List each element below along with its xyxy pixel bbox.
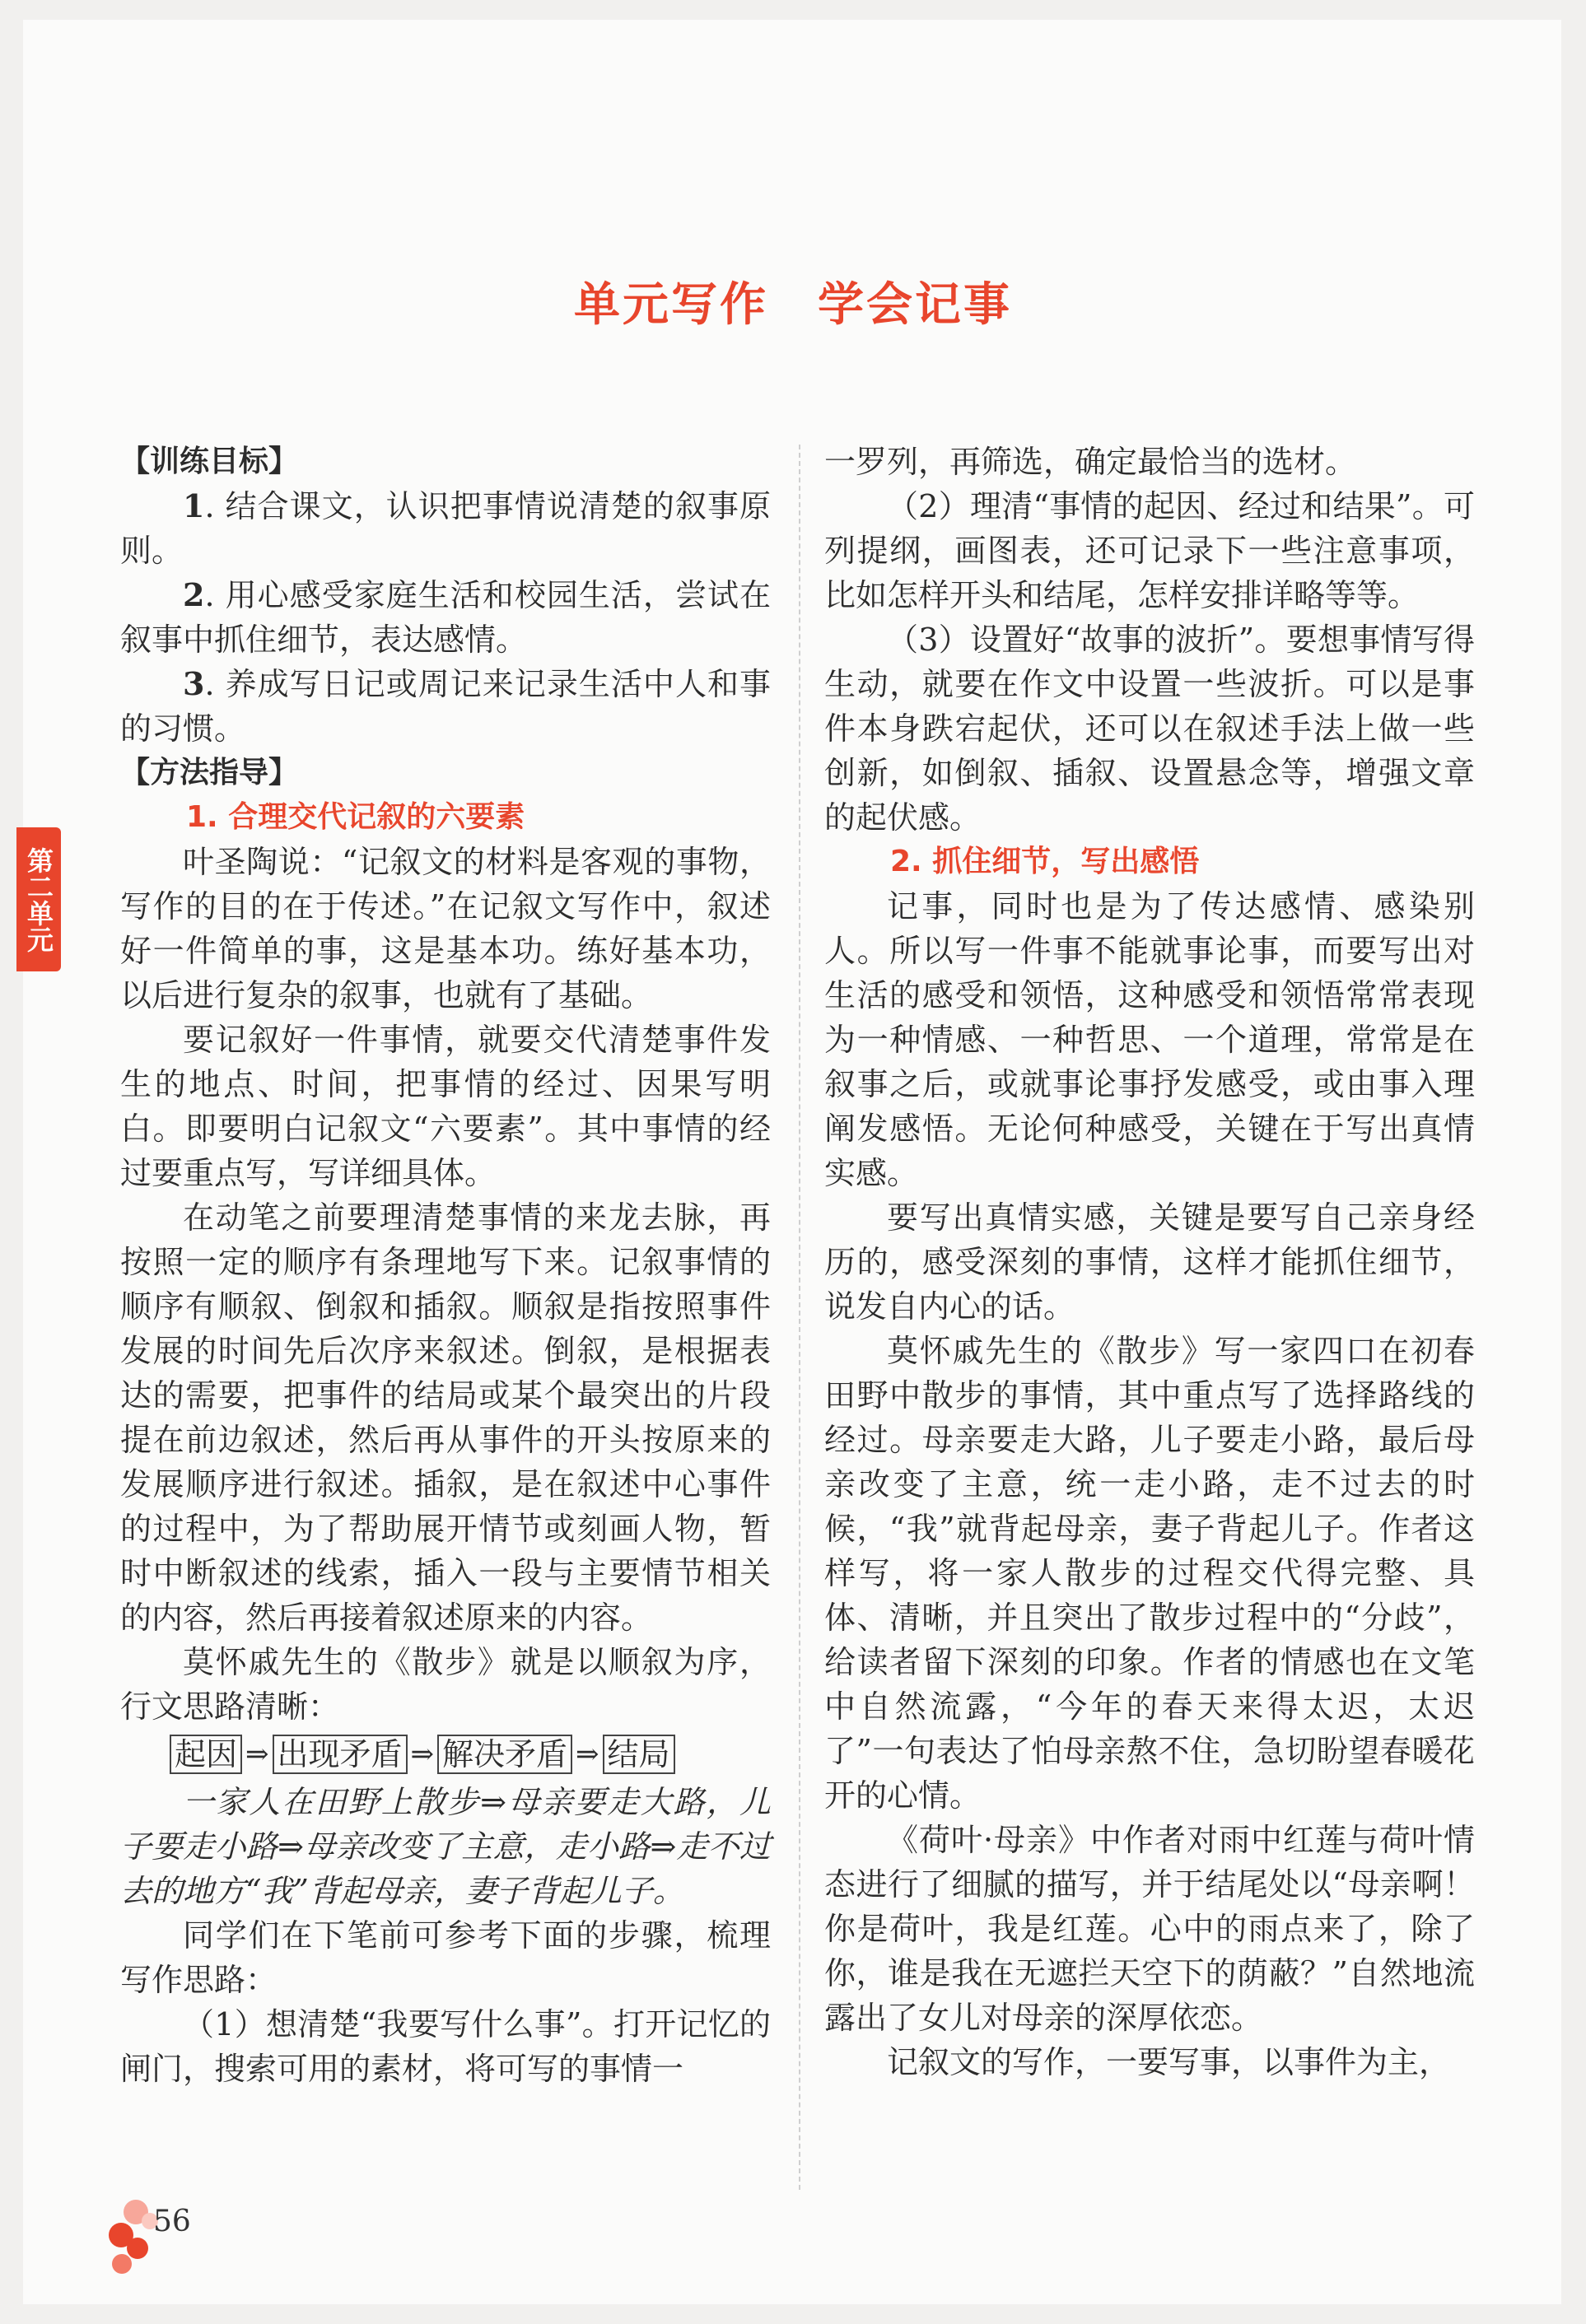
- paragraph: 要记叙好一件事情，就要交代清楚事件发生的地点、时间，把事情的经过、因果写明白。即要明白记叙文“六要素”。其中事情的经过要重点写，写详细具体。: [120, 1022, 771, 1191]
- double-arrow-icon: ⇒: [245, 1738, 269, 1771]
- subheading-details: 2. 抓住细节，写出感悟: [890, 845, 1200, 878]
- title-part1: 单元写作: [574, 277, 768, 332]
- decor-dot: [112, 2254, 132, 2274]
- paragraph: 在动笔之前要理清楚事情的来龙去脉，再按照一定的顺序有条理地写下来。记叙事情的顺序有顺叙、倒叙和插叙。顺叙是指按照事件发展的时间先后次序来叙述。倒叙，是根据表达的需要，把事件的结局或某个最突出的片段提在前边叙述，然后再从事件的开头按原来的发展顺序进行叙述。插叙，是在叙述中心事件的过程中，为了帮助展开情节或刻画人物，暂时中断叙述的线索，插入一段与主要情节相关的内容，然后再接着叙述原来的内容。: [120, 1199, 771, 1636]
- right-column: [824, 440, 1475, 2084]
- left-column: [120, 440, 771, 2091]
- paragraph: （1）想清楚“我要写什么事”。打开记忆的闸门，搜索可用的素材，将可写的事情一: [120, 2006, 771, 2087]
- paragraph: 一罗列，再筛选，确定最恰当的选材。: [824, 444, 1357, 480]
- column-divider: [799, 445, 800, 2190]
- unit-side-tab: 第二单元: [16, 827, 61, 971]
- paragraph: 记叙文的写作，一要写事，以事件为主，: [887, 2044, 1451, 2080]
- double-arrow-icon: ⇒: [576, 1738, 599, 1771]
- page-number: 56: [153, 2205, 191, 2238]
- goals-heading: 【训练目标】: [120, 445, 299, 478]
- paragraph: 同学们在下笔前可参考下面的步骤，梳理写作思路：: [120, 1917, 771, 1998]
- title-part2: 学会记事: [818, 277, 1012, 332]
- paragraph: 莫怀戚先生的《散步》写一家四口在初春田野中散步的事情，其中重点写了选择路线的经过。母亲要走大路，儿子要走小路，最后母亲改变了主意，统一走小路，走不过去的时候，“我”就背起母亲，妻子背起儿子。作者这样写，将一家人散步的过程交代得完整、具体、清晰，并且突出了散步过程中的“分歧”，给读者留下深刻的印象。作者的情感也在文笔中自然流露，“今年的春天来得太迟，太迟了”一句表达了怕母亲熬不住，急切盼望春暖花开的心情。: [824, 1333, 1475, 1814]
- paragraph: 莫怀戚先生的《散步》就是以顺叙为序，行文思路清晰：: [120, 1644, 771, 1725]
- flow-box: 起因: [170, 1735, 242, 1774]
- goal-item: 3. 养成写日记或周记来记录生活中人和事的习惯。: [120, 665, 771, 747]
- paragraph: 叶圣陶说：“记叙文的材料是客观的事物，写作的目的在于传述。”在记叙文写作中，叙述好一件简单的事，这是基本功。练好基本功，以后进行复杂的叙事，也就有了基础。: [120, 844, 771, 1013]
- page-title: [0, 268, 1586, 334]
- flow-box: 出现矛盾: [273, 1735, 408, 1774]
- goal-item: 2. 用心感受家庭生活和校园生活，尝试在叙事中抓住细节，表达感情。: [120, 576, 771, 658]
- double-arrow-icon: ⇒: [410, 1738, 435, 1771]
- paragraph: （3）设置好“故事的波折”。要想事情写得生动，就要在作文中设置一些波折。可以是事件本身跌宕起伏，还可以在叙述手法上做一些创新，如倒叙、插叙、设置悬念等，增强文章的起伏感。: [824, 622, 1475, 836]
- flow-box: 解决矛盾: [437, 1735, 572, 1774]
- paragraph: 记事，同时也是为了传达感情、感染别人。所以写一件事不能就事论事，而要写出对生活的感受和领悟，这种感受和领悟常常表现为一种情感、一种哲思、一个道理，常常是在叙事之后，或就事论事抒发感受，或由事入理阐发感悟。无论何种感受，关键在于写出真情实感。: [824, 888, 1475, 1191]
- paragraph: 要写出真情实感，关键是要写自己亲身经历的，感受深刻的事情，这样才能抓住细节，说发自内心的话。: [824, 1199, 1475, 1325]
- goal-item: 1. 结合课文，认识把事情说清楚的叙事原则。: [120, 487, 771, 569]
- paragraph: （2）理清“事情的起因、经过和结果”。可列提纲，画图表，还可记录下一些注意事项，比如怎样开头和结尾，怎样安排详略等等。: [824, 488, 1475, 613]
- decor-dot: [127, 2238, 148, 2259]
- paragraph: 《荷叶·母亲》中作者对雨中红莲与荷叶情态进行了细腻的描写，并于结尾处以“母亲啊！你是荷叶，我是红莲。心中的雨点来了，除了你，谁是我在无遮拦天空下的荫蔽？”自然地流露出了女儿对母亲的深厚依恋。: [824, 1822, 1475, 2036]
- plot-flow-diagram: [120, 1732, 771, 1777]
- plot-summary: 一家人在田野上散步⇒母亲要走大路，儿子要走小路⇒母亲改变了主意，走小路⇒走不过去的地方“我”背起母亲，妻子背起儿子。: [120, 1784, 771, 1909]
- subheading-six-elements: 1. 合理交代记叙的六要素: [186, 800, 525, 834]
- flow-box: 结局: [603, 1735, 675, 1774]
- method-heading: 【方法指导】: [120, 756, 299, 789]
